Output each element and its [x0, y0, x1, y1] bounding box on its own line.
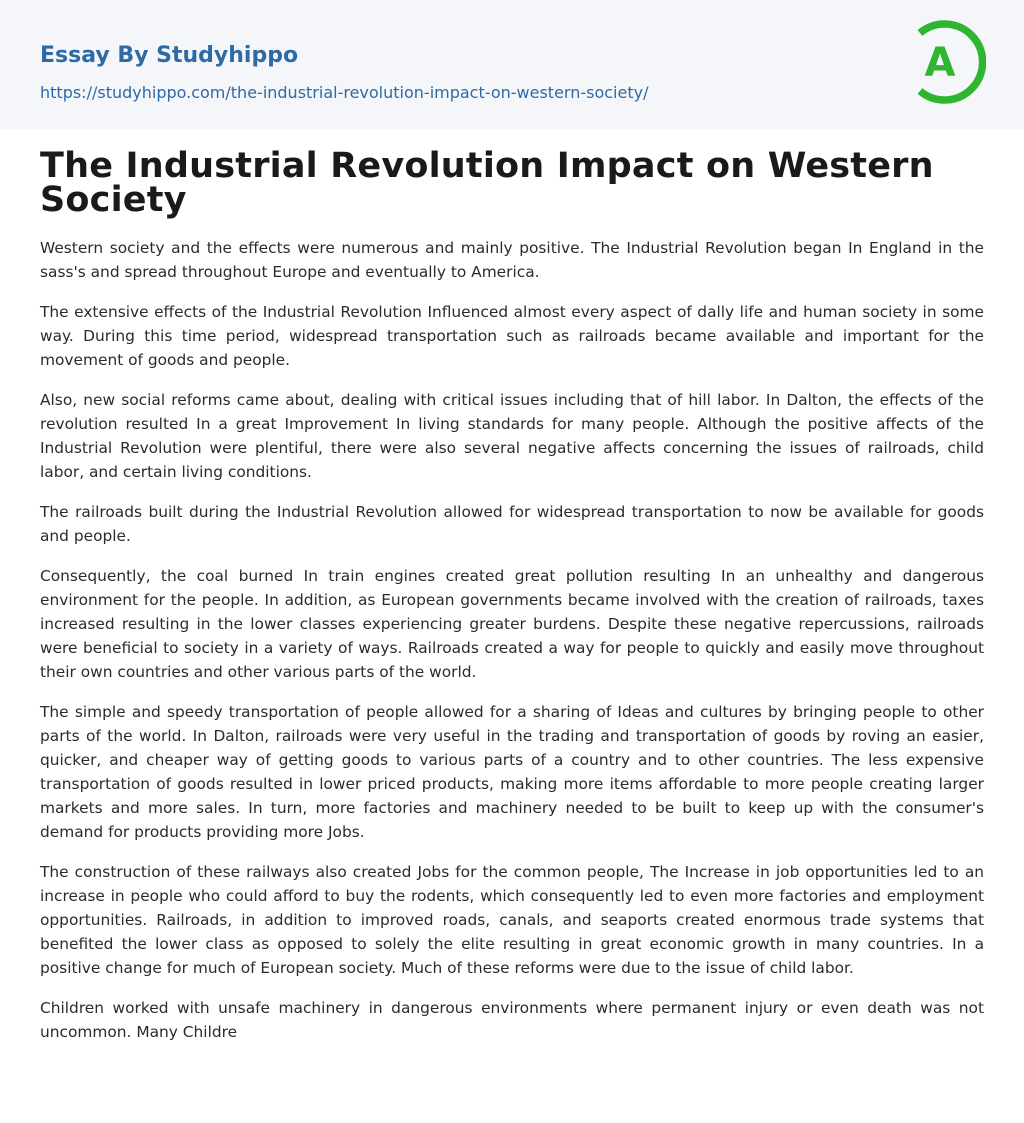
page-header: [0, 0, 1024, 129]
article-title: The Industrial Revolution Impact on Western Society: [40, 146, 934, 220]
article-paragraph: The railroads built during the Industrial Revolution allowed for widespread transportation to now be available for goods and people.: [40, 503, 984, 545]
article-paragraph: Children worked with unsafe machinery in dangerous environments where permanent injury or even death was not uncommon. Many Childre: [40, 999, 984, 1041]
studyhippo-a-logo-icon[interactable]: [914, 18, 986, 106]
article-body: [0, 129, 1024, 1044]
source-url-link[interactable]: https://studyhippo.com/the-industrial-revolution-impact-on-western-society/: [40, 83, 649, 102]
article-paragraph: Also, new social reforms came about, dealing with critical issues including that of hill labor. In Dalton, the effects of the revolution resulted In a great Improvement In living standards for many people. Although the positive affects of the Industrial Revolution were plentiful, there were also several negative affects concerning the issues of railroads, child labor, and certain living conditions.: [40, 391, 984, 481]
article-paragraph: The simple and speedy transportation of people allowed for a sharing of Ideas and cultures by bringing people to other parts of the world. In Dalton, railroads were very useful in the trading and transportation of goods by roving an easier, quicker, and cheaper way of getting goods to various parts of a country and to other countries. The less expensive transportation of goods resulted in lower priced products, making more items affordable to more people creating larger markets and more sales. In turn, more factories and machinery needed to be built to keep up with the consumer's demand for products providing more Jobs.: [40, 703, 984, 841]
article-paragraph: Western society and the effects were numerous and mainly positive. The Industrial Revolution began In England in the sass's and spread throughout Europe and eventually to America.: [40, 239, 984, 281]
article-paragraph: The construction of these railways also created Jobs for the common people, The Increase in job opportunities led to an increase in people who could afford to buy the rodents, which consequently led to even more factories and employment opportunities. Railroads, in addition to improved roads, canals, and seaports created enormous trade systems that benefited the lower class as opposed to solely the elite resulting in great economic growth in many countries. In a positive change for much of European society. Much of these reforms were due to the issue of child labor.: [40, 863, 984, 977]
brand-name: Essay By Studyhippo: [40, 43, 299, 68]
logo-letter: A: [924, 40, 956, 86]
article-paragraph: Consequently, the coal burned In train engines created great pollution resulting In an unhealthy and dangerous environment for the people. In addition, as European governments became involved with the creation of railroads, taxes increased resulting in the lower classes experiencing greater burdens. Despite these negative repercussions, railroads were beneficial to society in a variety of ways. Railroads created a way for people to quickly and easily move throughout their own countries and other various parts of the world.: [40, 567, 984, 681]
article-paragraph: The extensive effects of the Industrial Revolution Influenced almost every aspect of dally life and human society in some way. During this time period, widespread transportation such as railroads became available and important for the movement of goods and people.: [40, 303, 984, 369]
